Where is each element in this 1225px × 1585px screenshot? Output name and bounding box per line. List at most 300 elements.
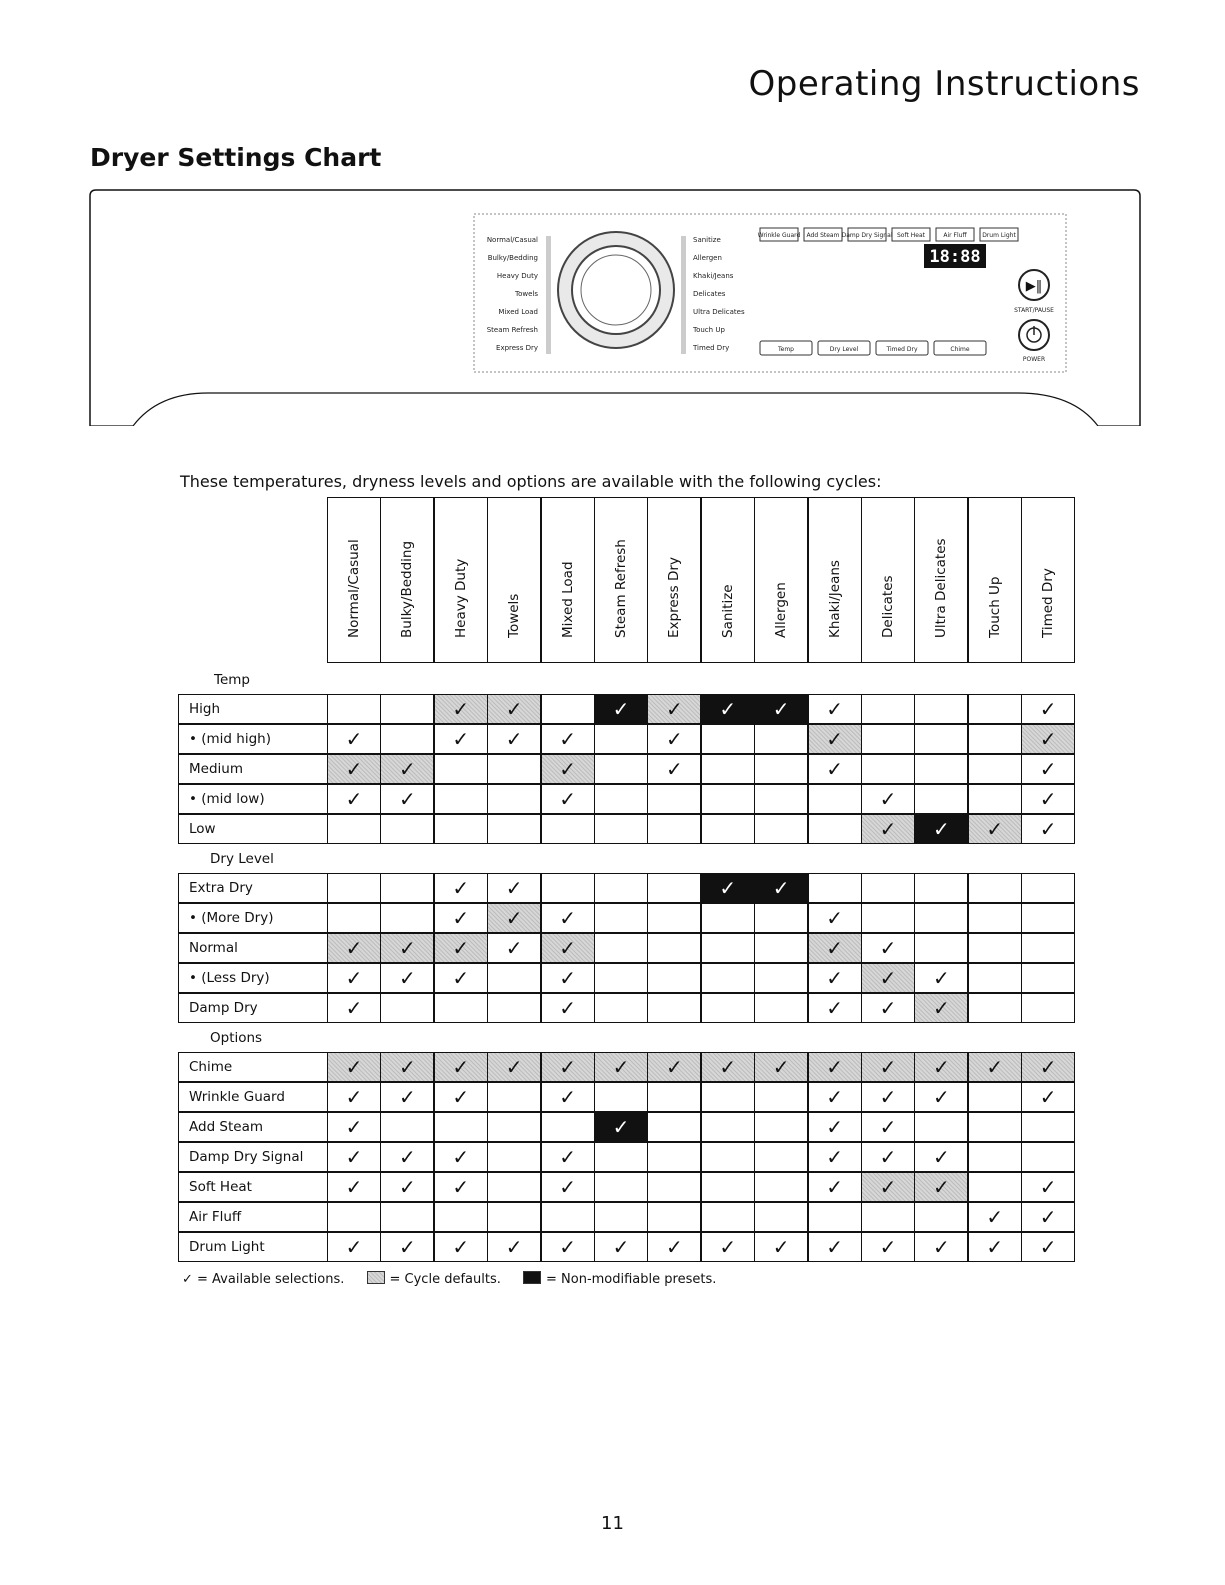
table-cell xyxy=(754,784,808,814)
table-cell xyxy=(701,814,755,844)
table-cell xyxy=(701,1112,755,1142)
table-cell xyxy=(914,784,968,814)
table-cell: ✓ xyxy=(487,903,541,933)
table-cell: ✓ xyxy=(541,754,595,784)
table-cell: ✓ xyxy=(914,1142,968,1172)
table-cell xyxy=(647,1202,701,1232)
table-cell: ✓ xyxy=(594,694,648,724)
table-cell: ✓ xyxy=(594,1232,648,1262)
table-cell: ✓ xyxy=(701,873,755,903)
table-cell: ✓ xyxy=(808,903,862,933)
table-cell: ✓ xyxy=(434,1142,488,1172)
legend-default-swatch xyxy=(367,1271,385,1284)
table-cell: ✓ xyxy=(327,933,381,963)
table-cell: ✓ xyxy=(594,1112,648,1142)
section-header xyxy=(178,1023,1076,1052)
table-cell: ✓ xyxy=(487,724,541,754)
table-cell xyxy=(914,754,968,784)
table-cell: ✓ xyxy=(1021,724,1075,754)
column-header-label: Ultra Delicates xyxy=(933,538,950,638)
table-cell xyxy=(647,993,701,1023)
table-cell: ✓ xyxy=(968,1232,1022,1262)
table-cell xyxy=(327,873,381,903)
table-cell xyxy=(380,873,434,903)
table-cell: ✓ xyxy=(914,1232,968,1262)
table-cell: ✓ xyxy=(541,724,595,754)
table-cell xyxy=(754,1172,808,1202)
legend xyxy=(182,1271,716,1287)
table-cell: ✓ xyxy=(914,814,968,844)
table-cell: ✓ xyxy=(861,1052,915,1082)
table-cell: ✓ xyxy=(1021,1052,1075,1082)
row-label: Soft Heat xyxy=(178,1172,328,1202)
panel-cycle-label: Steam Refresh xyxy=(486,326,538,334)
table-cell: ✓ xyxy=(487,1052,541,1082)
column-header xyxy=(808,497,862,663)
panel-button-label: Chime xyxy=(950,346,970,353)
table-row xyxy=(178,1082,1076,1112)
column-header xyxy=(914,497,968,663)
panel-button-label: Temp xyxy=(778,346,794,353)
table-cell xyxy=(861,694,915,724)
table-row xyxy=(178,1052,1076,1082)
table-cell: ✓ xyxy=(380,1232,434,1262)
panel-cycle-label: Heavy Duty xyxy=(496,272,538,280)
table-cell: ✓ xyxy=(968,1202,1022,1232)
table-cell: ✓ xyxy=(380,1082,434,1112)
table-cell xyxy=(754,814,808,844)
table-cell: ✓ xyxy=(434,1082,488,1112)
table-cell: ✓ xyxy=(541,1142,595,1172)
table-cell xyxy=(647,1112,701,1142)
section-header xyxy=(178,665,1076,694)
table-cell: ✓ xyxy=(808,963,862,993)
panel-cycle-label: Normal/Casual xyxy=(486,236,538,244)
table-cell xyxy=(541,873,595,903)
legend-preset-swatch xyxy=(523,1271,541,1284)
table-cell xyxy=(861,873,915,903)
option-button-label: Add Steam xyxy=(806,232,840,239)
section-title: Options xyxy=(210,1030,263,1046)
table-cell xyxy=(594,903,648,933)
option-button-label: Air Fluff xyxy=(943,232,967,239)
table-cell: ✓ xyxy=(808,933,862,963)
table-cell: ✓ xyxy=(541,993,595,1023)
table-cell xyxy=(380,993,434,1023)
table-cell: ✓ xyxy=(1021,694,1075,724)
table-cell xyxy=(701,724,755,754)
table-cell: ✓ xyxy=(808,993,862,1023)
table-cell xyxy=(594,724,648,754)
column-header-label: Towels xyxy=(506,593,523,638)
table-cell: ✓ xyxy=(861,963,915,993)
table-row xyxy=(178,873,1076,903)
section-title: Dry Level xyxy=(210,851,274,867)
row-label: Add Steam xyxy=(178,1112,328,1142)
table-cell: ✓ xyxy=(808,1142,862,1172)
table-cell: ✓ xyxy=(1021,1202,1075,1232)
table-cell: ✓ xyxy=(434,1232,488,1262)
table-row xyxy=(178,903,1076,933)
table-cell xyxy=(594,933,648,963)
table-cell xyxy=(861,903,915,933)
table-cell xyxy=(434,814,488,844)
table-cell: ✓ xyxy=(327,754,381,784)
table-cell xyxy=(434,784,488,814)
table-cell xyxy=(968,784,1022,814)
column-header xyxy=(541,497,595,663)
dryer-settings-table xyxy=(178,497,1076,1262)
table-cell xyxy=(487,1082,541,1112)
table-cell: ✓ xyxy=(487,933,541,963)
table-cell: ✓ xyxy=(541,1232,595,1262)
table-cell: ✓ xyxy=(914,963,968,993)
section-title: Operating Instructions xyxy=(748,64,1140,104)
table-cell xyxy=(487,1172,541,1202)
table-cell: ✓ xyxy=(701,1052,755,1082)
row-label: Chime xyxy=(178,1052,328,1082)
table-cell xyxy=(594,1142,648,1172)
table-cell: ✓ xyxy=(541,903,595,933)
table-cell: ✓ xyxy=(754,694,808,724)
table-cell: ✓ xyxy=(327,1112,381,1142)
row-label: Drum Light xyxy=(178,1232,328,1262)
legend-defaults: = Cycle defaults. xyxy=(389,1272,501,1287)
panel-cycle-label: Towels xyxy=(515,290,538,298)
table-cell xyxy=(594,784,648,814)
table-cell xyxy=(701,754,755,784)
table-cell: ✓ xyxy=(647,754,701,784)
control-panel-drawing xyxy=(88,188,1142,426)
table-cell xyxy=(808,814,862,844)
table-cell: ✓ xyxy=(327,963,381,993)
table-cell xyxy=(968,724,1022,754)
table-cell: ✓ xyxy=(434,724,488,754)
svg-text:▶‖: ▶‖ xyxy=(1025,279,1043,294)
table-row xyxy=(178,993,1076,1023)
table-cell: ✓ xyxy=(327,784,381,814)
table-row xyxy=(178,1172,1076,1202)
section-header xyxy=(178,844,1076,873)
table-row xyxy=(178,1202,1076,1232)
table-cell xyxy=(380,814,434,844)
table-cell xyxy=(754,1202,808,1232)
table-cell xyxy=(701,963,755,993)
table-cell: ✓ xyxy=(1021,1082,1075,1112)
table-row xyxy=(178,933,1076,963)
table-cell xyxy=(754,724,808,754)
table-cell: ✓ xyxy=(327,993,381,1023)
start-pause-label: START/PAUSE xyxy=(1014,307,1054,314)
option-button-label: Drum Light xyxy=(982,232,1016,239)
table-cell: ✓ xyxy=(434,873,488,903)
table-cell: ✓ xyxy=(1021,754,1075,784)
table-cell xyxy=(434,1112,488,1142)
table-cell xyxy=(754,933,808,963)
intro-text: These temperatures, dryness levels and options are available with the following cycles: xyxy=(180,472,882,491)
table-cell: ✓ xyxy=(434,1172,488,1202)
table-cell xyxy=(861,724,915,754)
table-cell xyxy=(327,903,381,933)
table-cell xyxy=(968,1142,1022,1172)
table-cell xyxy=(701,993,755,1023)
table-cell xyxy=(487,784,541,814)
table-cell: ✓ xyxy=(808,1232,862,1262)
column-header-label: Steam Refresh xyxy=(613,539,629,638)
row-label: • (Less Dry) xyxy=(178,963,328,993)
table-cell: ✓ xyxy=(861,814,915,844)
table-cell xyxy=(1021,873,1075,903)
table-row xyxy=(178,814,1076,844)
table-cell xyxy=(541,1202,595,1232)
table-cell: ✓ xyxy=(808,1052,862,1082)
table-cell: ✓ xyxy=(861,784,915,814)
column-header xyxy=(380,497,434,663)
table-cell xyxy=(701,903,755,933)
row-label: • (mid low) xyxy=(178,784,328,814)
table-cell xyxy=(487,1142,541,1172)
column-header-label: Bulky/Bedding xyxy=(399,540,416,638)
table-cell: ✓ xyxy=(541,963,595,993)
table-cell xyxy=(434,993,488,1023)
table-cell: ✓ xyxy=(808,754,862,784)
table-cell xyxy=(1021,1112,1075,1142)
table-cell xyxy=(861,1202,915,1232)
table-cell xyxy=(327,814,381,844)
row-label: Wrinkle Guard xyxy=(178,1082,328,1112)
column-header xyxy=(487,497,541,663)
column-header xyxy=(861,497,915,663)
column-header-label: Normal/Casual xyxy=(346,539,362,638)
column-header xyxy=(327,497,381,663)
table-cell xyxy=(647,1172,701,1202)
table-cell xyxy=(701,1202,755,1232)
table-cell xyxy=(914,694,968,724)
table-cell xyxy=(968,1112,1022,1142)
table-row xyxy=(178,1112,1076,1142)
table-cell xyxy=(594,814,648,844)
table-cell: ✓ xyxy=(487,873,541,903)
table-cell xyxy=(701,784,755,814)
table-cell: ✓ xyxy=(647,694,701,724)
option-button-label: Soft Heat xyxy=(897,232,925,239)
table-cell xyxy=(1021,933,1075,963)
panel-cycle-label: Bulky/Bedding xyxy=(487,254,538,262)
table-cell: ✓ xyxy=(808,694,862,724)
table-cell xyxy=(968,694,1022,724)
table-cell xyxy=(594,754,648,784)
table-cell xyxy=(594,963,648,993)
table-cell xyxy=(808,1202,862,1232)
table-cell xyxy=(434,754,488,784)
table-cell xyxy=(808,784,862,814)
table-cell xyxy=(487,993,541,1023)
table-cell: ✓ xyxy=(380,754,434,784)
legend-available: ✓ = Available selections. xyxy=(182,1272,345,1287)
table-row xyxy=(178,784,1076,814)
column-header-label: Mixed Load xyxy=(559,561,576,638)
table-cell: ✓ xyxy=(594,1052,648,1082)
table-cell: ✓ xyxy=(1021,1232,1075,1262)
row-label: Damp Dry xyxy=(178,993,328,1023)
table-cell xyxy=(968,963,1022,993)
table-cell xyxy=(487,1202,541,1232)
panel-cycle-label: Khaki/Jeans xyxy=(693,272,734,280)
table-cell xyxy=(327,1202,381,1232)
table-cell xyxy=(541,694,595,724)
table-cell: ✓ xyxy=(327,1082,381,1112)
table-cell: ✓ xyxy=(861,933,915,963)
table-cell xyxy=(647,814,701,844)
column-header xyxy=(647,497,701,663)
table-cell: ✓ xyxy=(487,694,541,724)
panel-cycle-label: Allergen xyxy=(693,254,722,262)
column-header xyxy=(754,497,808,663)
table-cell xyxy=(968,993,1022,1023)
panel-cycle-label: Ultra Delicates xyxy=(693,308,745,316)
table-cell: ✓ xyxy=(914,1082,968,1112)
table-cell xyxy=(1021,903,1075,933)
table-cell xyxy=(968,1172,1022,1202)
table-cell: ✓ xyxy=(914,993,968,1023)
column-header-label: Sanitize xyxy=(719,584,736,638)
table-cell xyxy=(754,1112,808,1142)
panel-cycle-label: Sanitize xyxy=(693,236,721,244)
table-row xyxy=(178,754,1076,784)
row-label: Low xyxy=(178,814,328,844)
table-cell xyxy=(487,1112,541,1142)
table-cell xyxy=(327,694,381,724)
column-header-label: Khaki/Jeans xyxy=(826,560,843,638)
column-header xyxy=(434,497,488,663)
option-button-label: Damp Dry Signal xyxy=(841,232,893,239)
table-cell xyxy=(914,873,968,903)
table-cell xyxy=(1021,963,1075,993)
row-label: • (More Dry) xyxy=(178,903,328,933)
table-cell: ✓ xyxy=(808,1112,862,1142)
table-cell: ✓ xyxy=(380,1172,434,1202)
table-cell: ✓ xyxy=(647,724,701,754)
table-cell: ✓ xyxy=(968,1052,1022,1082)
table-row xyxy=(178,963,1076,993)
table-cell: ✓ xyxy=(1021,1172,1075,1202)
table-cell: ✓ xyxy=(327,1052,381,1082)
table-cell xyxy=(701,1082,755,1112)
table-cell: ✓ xyxy=(541,1052,595,1082)
page-number: 11 xyxy=(601,1513,624,1534)
control-panel-illustration xyxy=(88,188,1142,426)
table-cell: ✓ xyxy=(968,814,1022,844)
table-cell xyxy=(914,1112,968,1142)
table-cell xyxy=(914,1202,968,1232)
table-cell: ✓ xyxy=(327,1172,381,1202)
time-display: 18:88 xyxy=(929,247,981,267)
table-cell: ✓ xyxy=(380,1142,434,1172)
table-cell: ✓ xyxy=(380,784,434,814)
table-cell xyxy=(380,694,434,724)
column-header-label: Timed Dry xyxy=(1040,568,1057,638)
row-label: High xyxy=(178,694,328,724)
panel-button-label: Dry Level xyxy=(829,346,859,353)
table-cell: ✓ xyxy=(701,694,755,724)
table-cell: ✓ xyxy=(380,1052,434,1082)
table-cell xyxy=(647,1082,701,1112)
table-cell xyxy=(594,1082,648,1112)
table-cell: ✓ xyxy=(754,873,808,903)
table-cell: ✓ xyxy=(754,1052,808,1082)
table-cell xyxy=(380,724,434,754)
table-cell: ✓ xyxy=(647,1052,701,1082)
table-cell xyxy=(487,963,541,993)
table-cell: ✓ xyxy=(327,1142,381,1172)
row-label: Normal xyxy=(178,933,328,963)
table-cell: ✓ xyxy=(380,933,434,963)
table-cell: ✓ xyxy=(487,1232,541,1262)
row-label: Medium xyxy=(178,754,328,784)
table-cell xyxy=(914,903,968,933)
table-cell xyxy=(968,873,1022,903)
section-title: Temp xyxy=(214,672,250,688)
column-header-label: Heavy Duty xyxy=(452,558,469,638)
panel-cycle-label: Touch Up xyxy=(693,326,725,334)
panel-cycle-label: Mixed Load xyxy=(498,308,538,316)
table-cell xyxy=(541,814,595,844)
table-cell xyxy=(380,903,434,933)
row-label: Extra Dry xyxy=(178,873,328,903)
table-cell: ✓ xyxy=(701,1232,755,1262)
table-cell: ✓ xyxy=(434,903,488,933)
table-cell xyxy=(754,963,808,993)
table-cell xyxy=(594,1172,648,1202)
table-cell xyxy=(968,903,1022,933)
table-cell: ✓ xyxy=(914,1172,968,1202)
table-cell: ✓ xyxy=(861,1142,915,1172)
table-cell xyxy=(434,1202,488,1232)
table-cell: ✓ xyxy=(914,1052,968,1082)
panel-cycle-label: Timed Dry xyxy=(693,344,730,352)
power-label: POWER xyxy=(1022,356,1046,363)
panel-button-label: Timed Dry xyxy=(886,346,918,353)
table-cell: ✓ xyxy=(434,694,488,724)
table-cell xyxy=(647,933,701,963)
panel-cycle-label: Express Dry xyxy=(496,344,538,352)
table-cell xyxy=(754,993,808,1023)
table-cell xyxy=(647,963,701,993)
table-cell xyxy=(647,784,701,814)
row-label: Damp Dry Signal xyxy=(178,1142,328,1172)
table-cell: ✓ xyxy=(434,963,488,993)
option-button-label: Wrinkle Guard xyxy=(757,232,801,239)
table-cell xyxy=(487,814,541,844)
table-cell: ✓ xyxy=(327,1232,381,1262)
table-cell: ✓ xyxy=(434,1052,488,1082)
table-cell xyxy=(968,754,1022,784)
table-cell xyxy=(647,1142,701,1172)
table-cell xyxy=(647,873,701,903)
column-header-row xyxy=(178,497,1076,665)
table-cell xyxy=(647,903,701,933)
table-cell: ✓ xyxy=(647,1232,701,1262)
table-cell xyxy=(701,933,755,963)
table-cell: ✓ xyxy=(541,1172,595,1202)
table-cell: ✓ xyxy=(808,724,862,754)
table-cell: ✓ xyxy=(541,933,595,963)
table-cell xyxy=(594,1202,648,1232)
table-cell xyxy=(914,724,968,754)
table-cell: ✓ xyxy=(434,933,488,963)
table-cell xyxy=(754,754,808,784)
table-cell xyxy=(701,1142,755,1172)
